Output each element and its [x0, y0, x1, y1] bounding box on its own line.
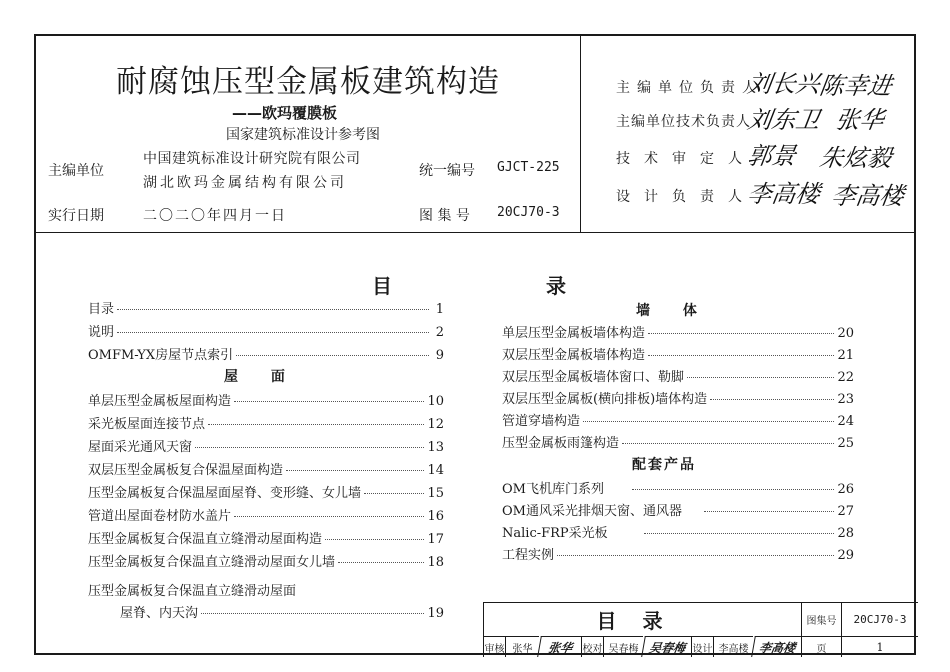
editor-unit-2: 湖北欧玛金属结构有限公司 [143, 175, 347, 191]
resp-label-3: 技术审定人 [616, 151, 756, 167]
resp-label-2: 主编单位技术负责人 [616, 114, 751, 130]
toc-entry[interactable] [88, 505, 444, 524]
toc-entry[interactable] [502, 500, 854, 519]
toc-entry-title: 单层压型金属板墙体构造 [502, 326, 646, 341]
page-label-text: 页 [816, 643, 827, 655]
toc-entry-title: 双层压型金属板墙体构造 [502, 348, 646, 363]
toc-entry-page: 14 [427, 463, 444, 478]
leader-dots [234, 401, 424, 402]
leader-dots [632, 489, 834, 490]
toc-entry-page: 19 [427, 606, 444, 621]
toc-entry-page: 27 [837, 504, 854, 519]
toc-entry-page: 2 [435, 325, 444, 340]
toc-entry-page: 28 [837, 526, 854, 541]
review-name [505, 636, 539, 657]
toc-title-right: 录 [546, 274, 566, 298]
toc-entry[interactable] [502, 522, 854, 541]
check-label [581, 636, 603, 657]
toc-entry[interactable] [502, 388, 854, 407]
design-name-text: 李高楼 [718, 643, 749, 655]
leader-dots [338, 562, 424, 563]
leader-dots [704, 511, 834, 512]
toc-entry-page: 13 [427, 440, 444, 455]
leader-dots [644, 533, 835, 534]
toc-entry[interactable] [120, 602, 444, 621]
toc-entry-title: 压型金属板雨篷构造 [502, 436, 620, 451]
toc-entry-title: 压型金属板复合保温直立缝滑动屋面构造 [88, 532, 323, 547]
toc-entry-title: 双层压型金属板墙体窗口、勒脚 [502, 370, 685, 385]
toc-entry-multiline-title [88, 580, 444, 599]
toc-entry-title: 双层压型金属板复合保温屋面构造 [88, 463, 284, 478]
resp-signature-1b: 陈幸进 [817, 72, 894, 100]
check-name-text: 吴春梅 [608, 643, 639, 655]
page-subtitle: ——欧玛覆膜板 [232, 104, 338, 122]
design-name [713, 636, 753, 657]
toc-entry-page: 18 [427, 555, 444, 570]
toc-entry[interactable] [502, 478, 854, 497]
toc-entry-title: 压型金属板复合保温屋面屋脊、变形缝、女儿墙 [88, 486, 362, 501]
toc-entry-page: 29 [837, 548, 854, 563]
leader-dots [364, 493, 424, 494]
toc-entry[interactable] [88, 413, 444, 432]
toc-entry[interactable] [88, 321, 444, 340]
toc-entry-page: 10 [427, 394, 444, 409]
unified-code-label: 统一编号 [419, 163, 475, 179]
design-signature [751, 636, 803, 657]
toc-entry-title: 目录 [88, 302, 115, 317]
check-name [603, 636, 643, 657]
page-value [841, 636, 918, 657]
resp-signature-2a: 刘东卫 [745, 106, 822, 134]
toc-entry-title: 管道穿墙构造 [502, 414, 581, 429]
toc-entry-title: 双层压型金属板(横向排板)墙体构造 [502, 392, 708, 407]
resp-signature-2b: 张华 [833, 106, 886, 134]
toc-entry-title: 压型金属板复合保温直立缝滑动屋面女儿墙 [88, 555, 336, 570]
toc-entry-page: 15 [427, 486, 444, 501]
leader-dots [710, 399, 834, 400]
toc-entry-page: 21 [837, 348, 854, 363]
drawing-sheet [34, 34, 916, 655]
resp-signature-3b: 朱炫毅 [817, 144, 894, 172]
design-label [691, 636, 713, 657]
leader-dots [687, 377, 834, 378]
toc-entry-title: 采光板屋面连接节点 [88, 417, 206, 432]
toc-entry-page: 9 [435, 348, 444, 363]
page-value-text: 1 [876, 640, 884, 654]
toc-entry-title: Nalic-FRP采光板 [502, 526, 608, 541]
header-divider [36, 232, 914, 233]
title-block-atlas-label-text: 图集号 [806, 616, 837, 627]
title-block [483, 602, 918, 657]
toc-entry[interactable] [502, 366, 854, 385]
reference-label: 国家建筑标准设计参考图 [226, 127, 380, 143]
toc-entry-page: 24 [837, 414, 854, 429]
toc-entry[interactable] [88, 528, 444, 547]
check-signature [641, 636, 693, 657]
toc-entry[interactable] [502, 432, 854, 451]
section-heading-wall: 墙 体 [636, 303, 711, 319]
leader-dots [195, 447, 424, 448]
check-label-text: 校对 [582, 643, 603, 655]
editor-unit-1: 中国建筑标准设计研究院有限公司 [143, 151, 361, 167]
resp-label-1: 主编单位负责人 [616, 80, 763, 96]
title-block-name-text: 目录 [596, 609, 689, 633]
leader-dots [201, 613, 424, 614]
toc-entry[interactable] [88, 482, 444, 501]
unified-code-value: GJCT-225 [497, 160, 560, 175]
atlas-value: 20CJ70-3 [497, 205, 560, 220]
resp-signature-4b: 李高楼 [829, 182, 906, 210]
toc-entry[interactable] [88, 344, 444, 363]
toc-entry[interactable] [88, 459, 444, 478]
toc-entry-title: 屋脊、内天沟 [120, 606, 199, 621]
date-label: 实行日期 [48, 208, 104, 224]
editor-unit-label: 主编单位 [48, 163, 104, 179]
toc-entry-page: 25 [837, 436, 854, 451]
toc-entry[interactable] [502, 322, 854, 341]
toc-entry-title: 压型金属板复合保温直立缝滑动屋面 [88, 584, 297, 599]
leader-dots [622, 443, 834, 444]
toc-entry-title: 管道出屋面卷材防水盖片 [88, 509, 232, 524]
toc-entry-title: OMFM-YX房屋节点索引 [88, 348, 234, 363]
toc-entry[interactable] [502, 544, 854, 563]
leader-dots [236, 355, 429, 356]
resp-signature-1a: 刘长兴 [745, 70, 822, 98]
leader-dots [208, 424, 424, 425]
leader-dots [117, 309, 429, 310]
toc-entry-page: 20 [837, 326, 854, 341]
leader-dots [557, 555, 834, 556]
toc-entry-page: 12 [427, 417, 444, 432]
title-block-atlas-value-text: 20CJ70-3 [853, 613, 907, 626]
title-block-name [483, 602, 801, 636]
toc-entry[interactable] [502, 410, 854, 429]
toc-entry-title: 说明 [88, 325, 115, 340]
review-signature-text: 张华 [547, 640, 574, 655]
section-heading-roof: 屋 面 [224, 369, 299, 385]
resp-signature-3a: 郭景 [745, 142, 798, 170]
toc-entry-title: 工程实例 [502, 548, 555, 563]
toc-entry-title: OM飞机库门系列 [502, 482, 604, 497]
review-label-text: 审核 [484, 643, 505, 655]
leader-dots [325, 539, 424, 540]
leader-dots [648, 333, 834, 334]
toc-entry-page: 1 [435, 302, 444, 317]
toc-entry[interactable] [88, 551, 444, 570]
toc-entry-page: 16 [427, 509, 444, 524]
leader-dots [583, 421, 834, 422]
section-heading-products: 配套产品 [632, 457, 696, 473]
toc-entry-title: 屋面采光通风天窗 [88, 440, 193, 455]
header-vertical-divider [580, 36, 581, 232]
toc-entry[interactable] [88, 390, 444, 409]
leader-dots [234, 516, 424, 517]
leader-dots [648, 355, 834, 356]
leader-dots [286, 470, 424, 471]
review-label [483, 636, 505, 657]
toc-entry-page: 26 [837, 482, 854, 497]
date-value: 二〇二〇年四月一日 [143, 208, 287, 224]
leader-dots [117, 332, 429, 333]
page-label [801, 636, 841, 657]
toc-entry-page: 17 [427, 532, 444, 547]
resp-label-4: 设计负责人 [616, 189, 756, 205]
resp-signature-4a: 李高楼 [745, 180, 822, 208]
toc-entry-page: 23 [837, 392, 854, 407]
toc-entry[interactable] [88, 436, 444, 455]
page-title: 耐腐蚀压型金属板建筑构造 [116, 64, 500, 100]
design-label-text: 设计 [692, 643, 713, 655]
toc-entry-title: 单层压型金属板屋面构造 [88, 394, 232, 409]
toc-entry[interactable] [88, 298, 444, 317]
review-name-text: 张华 [512, 643, 533, 655]
toc-entry[interactable] [502, 344, 854, 363]
check-signature-text: 吴春梅 [648, 640, 687, 655]
atlas-label: 图 集 号 [419, 208, 470, 224]
design-signature-text: 李高楼 [758, 640, 797, 655]
toc-entry-page: 22 [837, 370, 854, 385]
review-signature [537, 636, 583, 657]
toc-entry-title: OM通风采光排烟天窗、通风器 [502, 504, 682, 519]
title-block-atlas-value [841, 602, 918, 636]
title-block-atlas-label [801, 602, 841, 636]
toc-title-left: 目 [372, 274, 392, 298]
